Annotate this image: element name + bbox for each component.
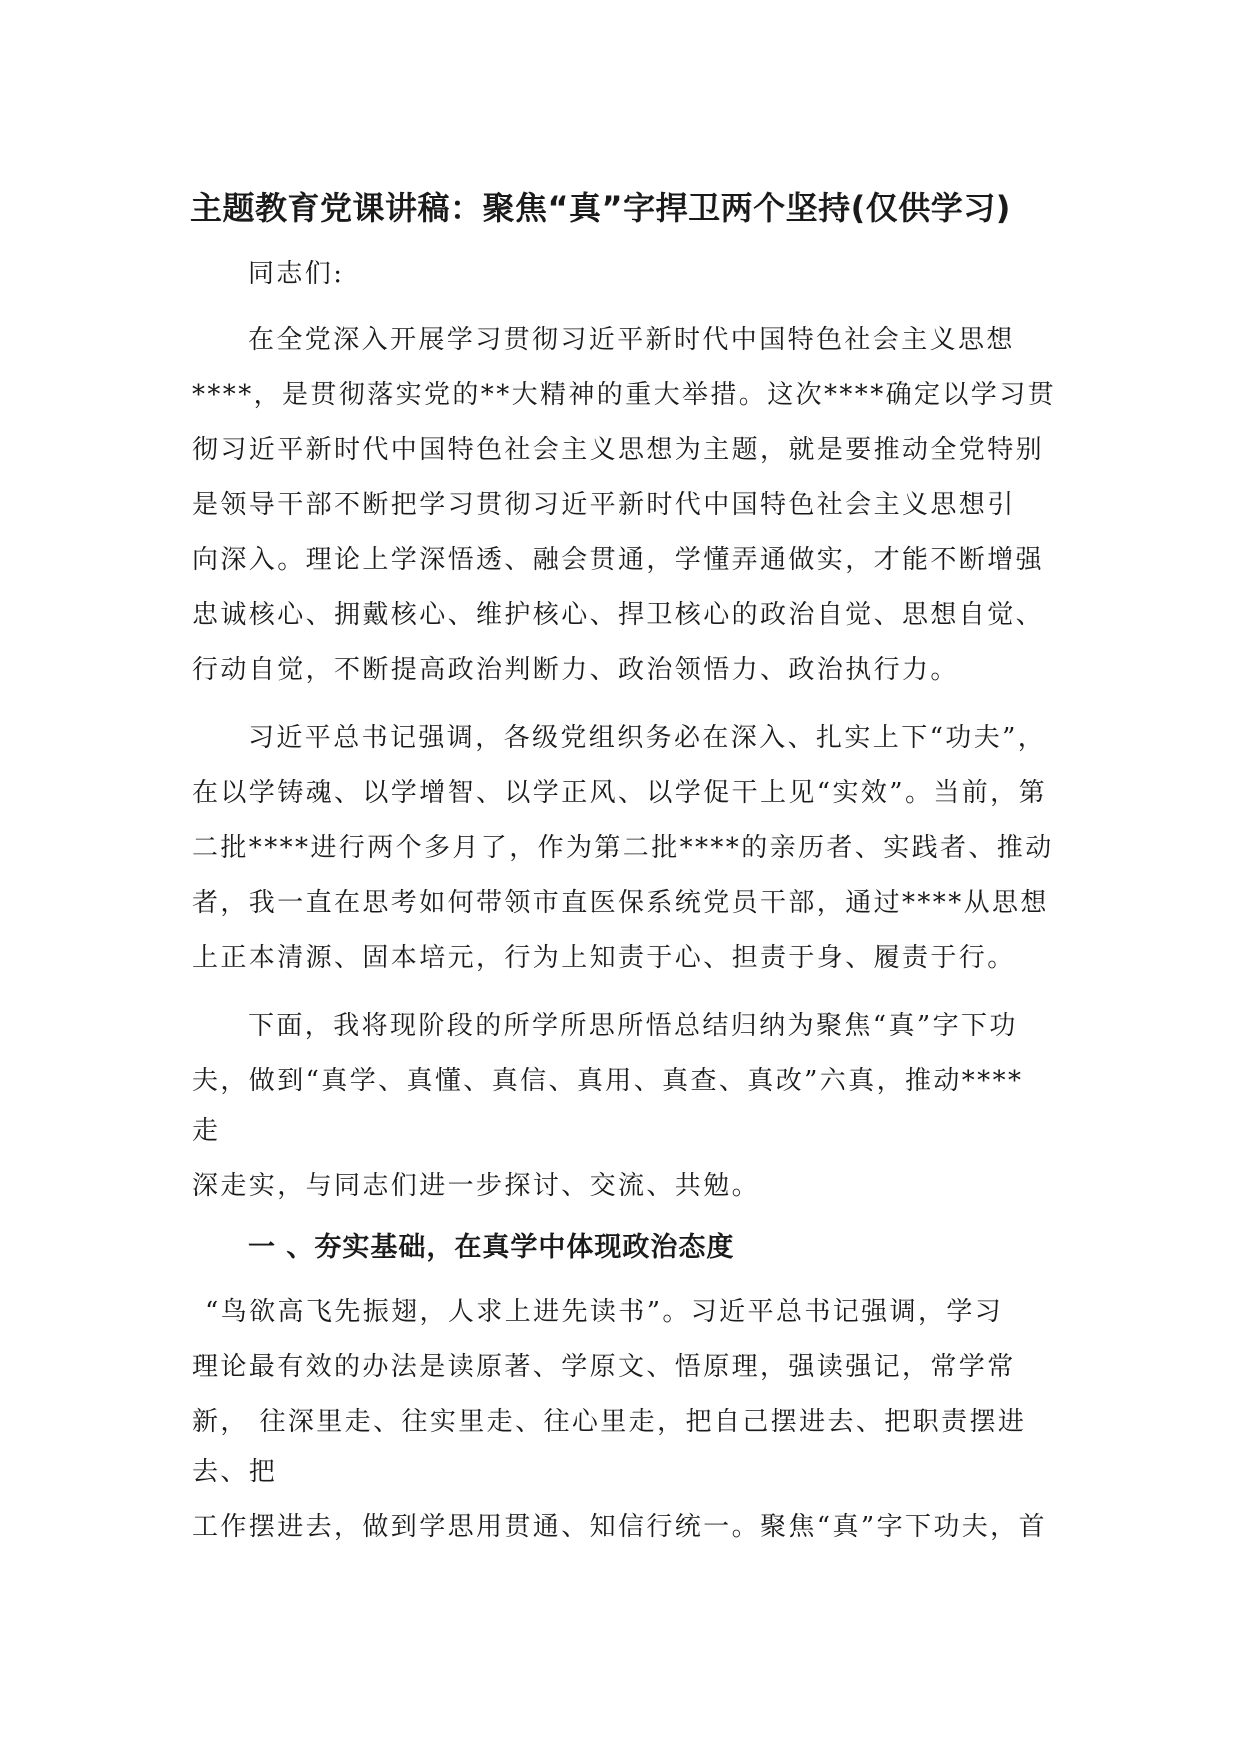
paragraph-2-line-4: 者，我一直在思考如何带领市直医保系统党员干部，通过****从思想 [192, 888, 1049, 918]
paragraph-1-line-3: 彻习近平新时代中国特色社会主义思想为主题，就是要推动全党特别 [192, 435, 1045, 465]
paragraph-1-line-5: 向深入。理论上学深悟透、融会贯通，学懂弄通做实，才能不断增强 [192, 545, 1045, 575]
section-1-line-4: 去、把 [192, 1457, 278, 1487]
paragraph-3-line-1: 下面，我将现阶段的所学所思所悟总结归纳为聚焦“真”字下功 [248, 1011, 1018, 1041]
paragraph-1-line-2: ****，是贯彻落实党的**大精神的重大举措。这次****确定以学习贯 [192, 380, 1057, 410]
section-1-line-3: 新， 往深里走、往实里走、往心里走，把自己摆进去、把职责摆进 [192, 1407, 1027, 1437]
paragraph-2-line-1: 习近平总书记强调，各级党组织务必在深入、扎实上下“功夫”， [248, 723, 1047, 753]
paragraph-1-line-6: 忠诚核心、拥戴核心、维护核心、捍卫核心的政治自觉、思想自觉、 [192, 600, 1045, 630]
section-1-line-1: “鸟欲高飞先振翅，人求上进先读书”。习近平总书记强调，学习 [205, 1297, 1004, 1327]
section-heading-1: 一 、夯实基础，在真学中体现政治态度 [248, 1232, 735, 1263]
paragraph-3-line-2: 夫，做到“真学、真懂、真信、真用、真查、真改”六真，推动**** [192, 1066, 1024, 1096]
document-title: 主题教育党课讲稿：聚焦“真”字捍卫两个坚持(仅供学习) [190, 189, 1011, 227]
salutation: 同志们: [248, 259, 345, 289]
section-1-line-5: 工作摆进去，做到学思用贯通、知信行统一。聚焦“真”字下功夫，首 [192, 1512, 1047, 1542]
paragraph-2-line-5: 上正本清源、固本培元，行为上知责于心、担责于身、履责于行。 [192, 943, 1016, 973]
paragraph-1-line-4: 是领导干部不断把学习贯彻习近平新时代中国特色社会主义思想引 [192, 490, 1016, 520]
paragraph-3-line-4: 深走实，与同志们进一步探讨、交流、共勉。 [192, 1171, 761, 1201]
section-1-line-2: 理论最有效的办法是读原著、学原文、悟原理，强读强记，常学常 [192, 1352, 1016, 1382]
paragraph-2-line-3: 二批****进行两个多月了，作为第二批****的亲历者、实践者、推动 [192, 833, 1054, 863]
paragraph-1-line-7: 行动自觉，不断提高政治判断力、政治领悟力、政治执行力。 [192, 655, 959, 685]
paragraph-2-line-2: 在以学铸魂、以学增智、以学正风、以学促干上见“实效”。当前，第 [192, 778, 1047, 808]
paragraph-3-line-3: 走 [192, 1116, 221, 1146]
paragraph-1-line-1: 在全党深入开展学习贯彻习近平新时代中国特色社会主义思想 [248, 325, 1015, 355]
